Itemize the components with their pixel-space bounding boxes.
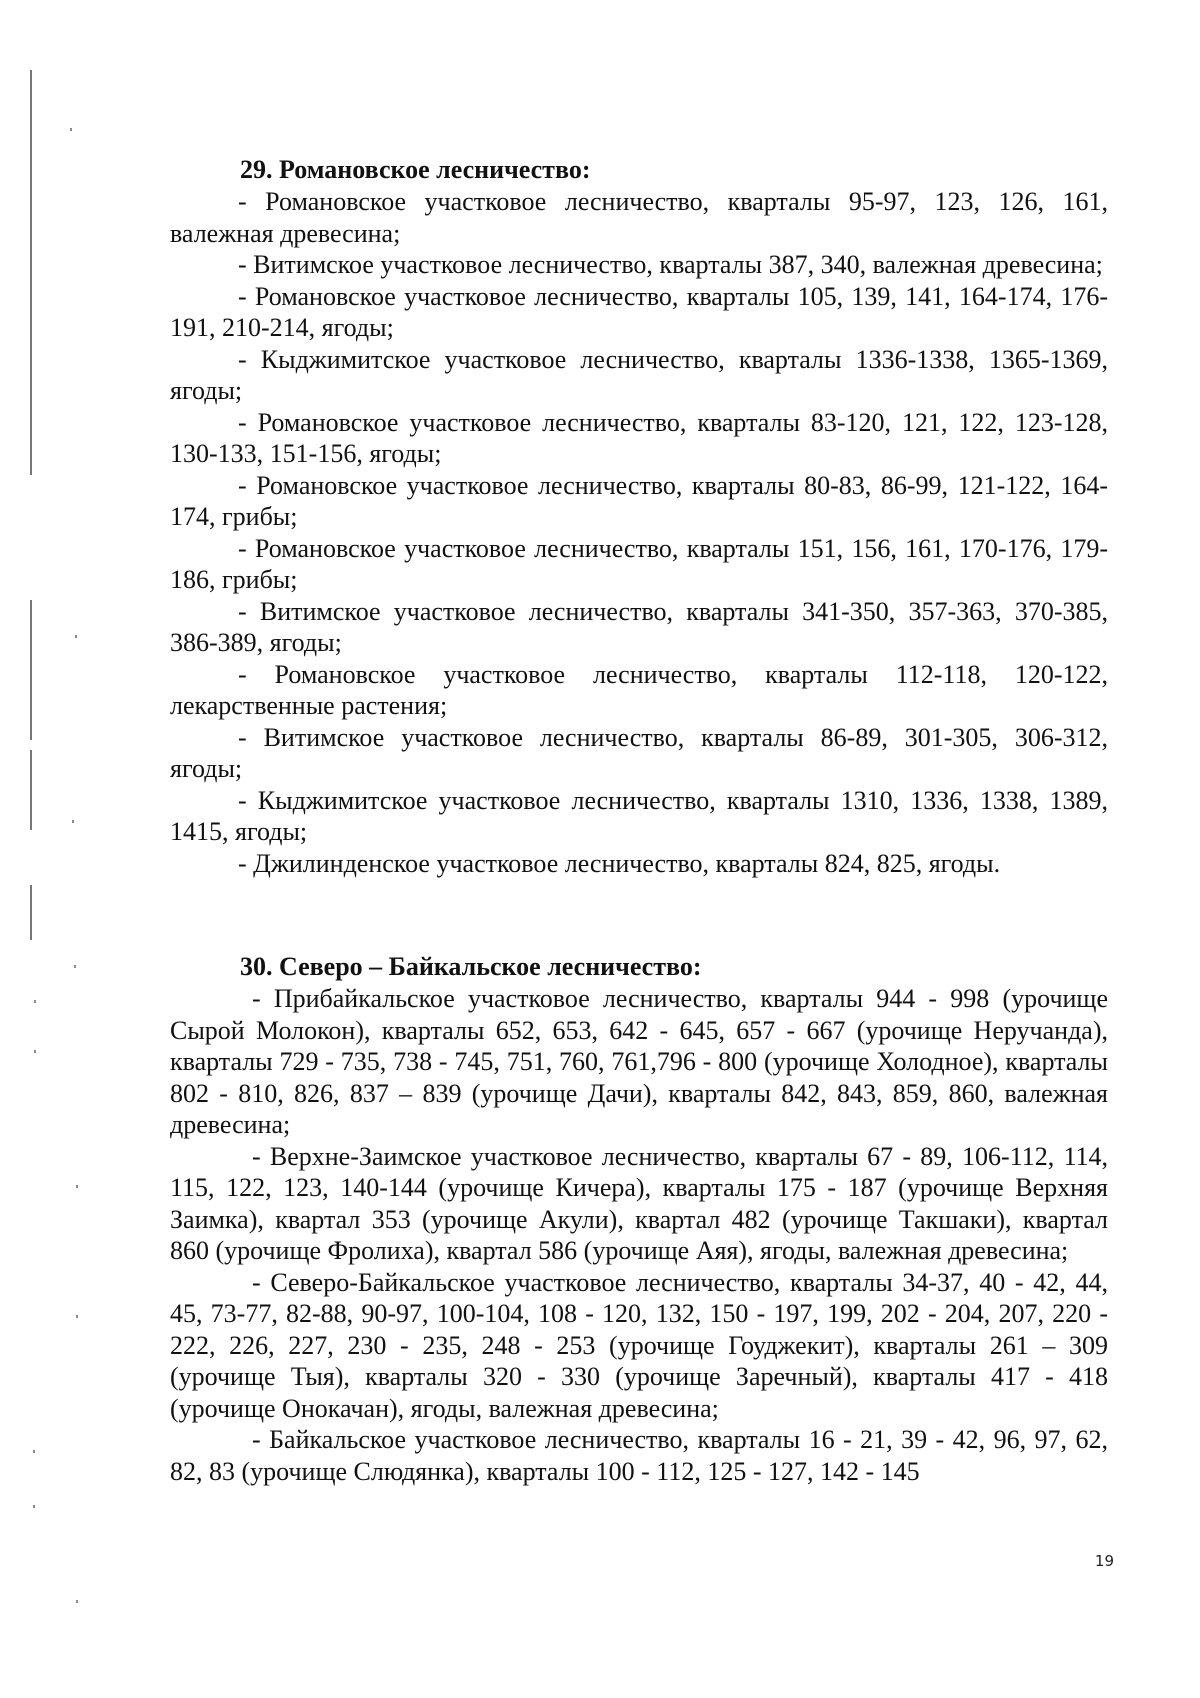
list-item: - Витимское участковое лесничество, кварталы 86-89, 301-305, 306-312, ягоды; — [170, 722, 1108, 783]
list-item: - Романовское участковое лесничество, кварталы 112-118, 120-122, лекарственные растения; — [170, 659, 1108, 720]
scan-edge-line — [30, 70, 32, 475]
list-item: - Кыджимитское участковое лесничество, кварталы 1310, 1336, 1338, 1389, 1415, ягоды; — [170, 785, 1108, 846]
list-item: - Кыджимитское участковое лесничество, кварталы 1336-1338, 1365-1369, ягоды; — [170, 344, 1108, 405]
list-item: - Байкальское участковое лесничество, кварталы 16 - 21, 39 - 42, 96, 97, 62, 82, 83 (урочище Слюдянка), кварталы 100 - 112, 125 - 127, 142 - 145 — [170, 1425, 1108, 1486]
scan-speck — [34, 1050, 36, 1053]
list-item: - Верхне-Заимское участковое лесничество, кварталы 67 - 89, 106-112, 114, 115, 122, 123, 140-144 (урочище Кичера), кварталы 175 - 187 (урочище Верхняя Заимка), квартал 353 (урочище Акули), квартал 482 (урочище Такшаки), квартал 860 (урочище Фролиха), квартал 586 (урочище Аяя), ягоды, валежная древесина; — [170, 1141, 1108, 1265]
scan-speck — [34, 1000, 36, 1003]
list-item: - Романовское участковое лесничество, кварталы 80-83, 86-99, 121-122, 164-174, грибы; — [170, 470, 1108, 531]
list-item: - Романовское участковое лесничество, кварталы 151, 156, 161, 170-176, 179-186, грибы; — [170, 533, 1108, 594]
scan-speck — [33, 1505, 35, 1508]
section-29 — [170, 154, 1108, 879]
scan-speck — [74, 965, 76, 968]
scan-edge-line — [30, 885, 32, 940]
list-item: - Романовское участковое лесничество, кварталы 83-120, 121, 122, 123-128, 130-133, 151-156, ягоды; — [170, 407, 1108, 468]
scan-speck — [70, 128, 72, 131]
scan-edge-line — [30, 750, 32, 830]
list-item: - Романовское участковое лесничество, кварталы 95-97, 123, 126, 161, валежная древесина; — [170, 187, 1108, 248]
list-item: - Прибайкальское участковое лесничество, кварталы 944 - 998 (урочище Сырой Молокон), кварталы 652, 653, 642 - 645, 657 - 667 (урочище Неручанда), кварталы 729 - 735, 738 - 745, 751, 760, 761,796 - 800 (урочище Холодное), кварталы 802 - 810, 826, 837 – 839 (урочище Дачи), кварталы 842, 843, 859, 860, валежная древесина; — [170, 984, 1108, 1139]
section-heading: 30. Северо – Байкальское лесничество: — [240, 952, 702, 981]
list-item: - Витимское участковое лесничество, кварталы 341-350, 357-363, 370-385, 386-389, ягоды; — [170, 596, 1108, 657]
scan-speck — [75, 635, 77, 638]
section-30 — [170, 951, 1108, 1487]
list-item: - Витимское участковое лесничество, кварталы 387, 340, валежная древесина; — [238, 250, 1103, 279]
section-heading: 29. Романовское лесничество: — [240, 155, 591, 184]
list-item: - Романовское участковое лесничество, кварталы 105, 139, 141, 164-174, 176-191, 210-214, ягоды; — [170, 281, 1108, 342]
scan-speck — [72, 820, 74, 823]
scan-speck — [76, 1600, 78, 1603]
list-item: - Северо-Байкальское участковое лесничество, кварталы 34-37, 40 - 42, 44, 45, 73-77, 82-88, 90-97, 100-104, 108 - 120, 132, 150 - 197, 199, 202 - 204, 207, 220 - 222, 226, 227, 230 - 235, 248 - 253 (урочище Гоуджекит), кварталы 261 – 309 (урочище Тыя), кварталы 320 - 330 (урочище Заречный), кварталы 417 - 418 (урочище Онокачан), ягоды, валежная древесина; — [170, 1267, 1108, 1423]
scan-speck — [76, 1315, 78, 1318]
list-item: - Джилинденское участковое лесничество, кварталы 824, 825, ягоды. — [238, 848, 1001, 878]
scan-speck — [76, 1185, 78, 1188]
scan-edge-line — [30, 600, 32, 740]
page-number: 19 — [1094, 1552, 1114, 1570]
scan-speck — [33, 1450, 35, 1453]
